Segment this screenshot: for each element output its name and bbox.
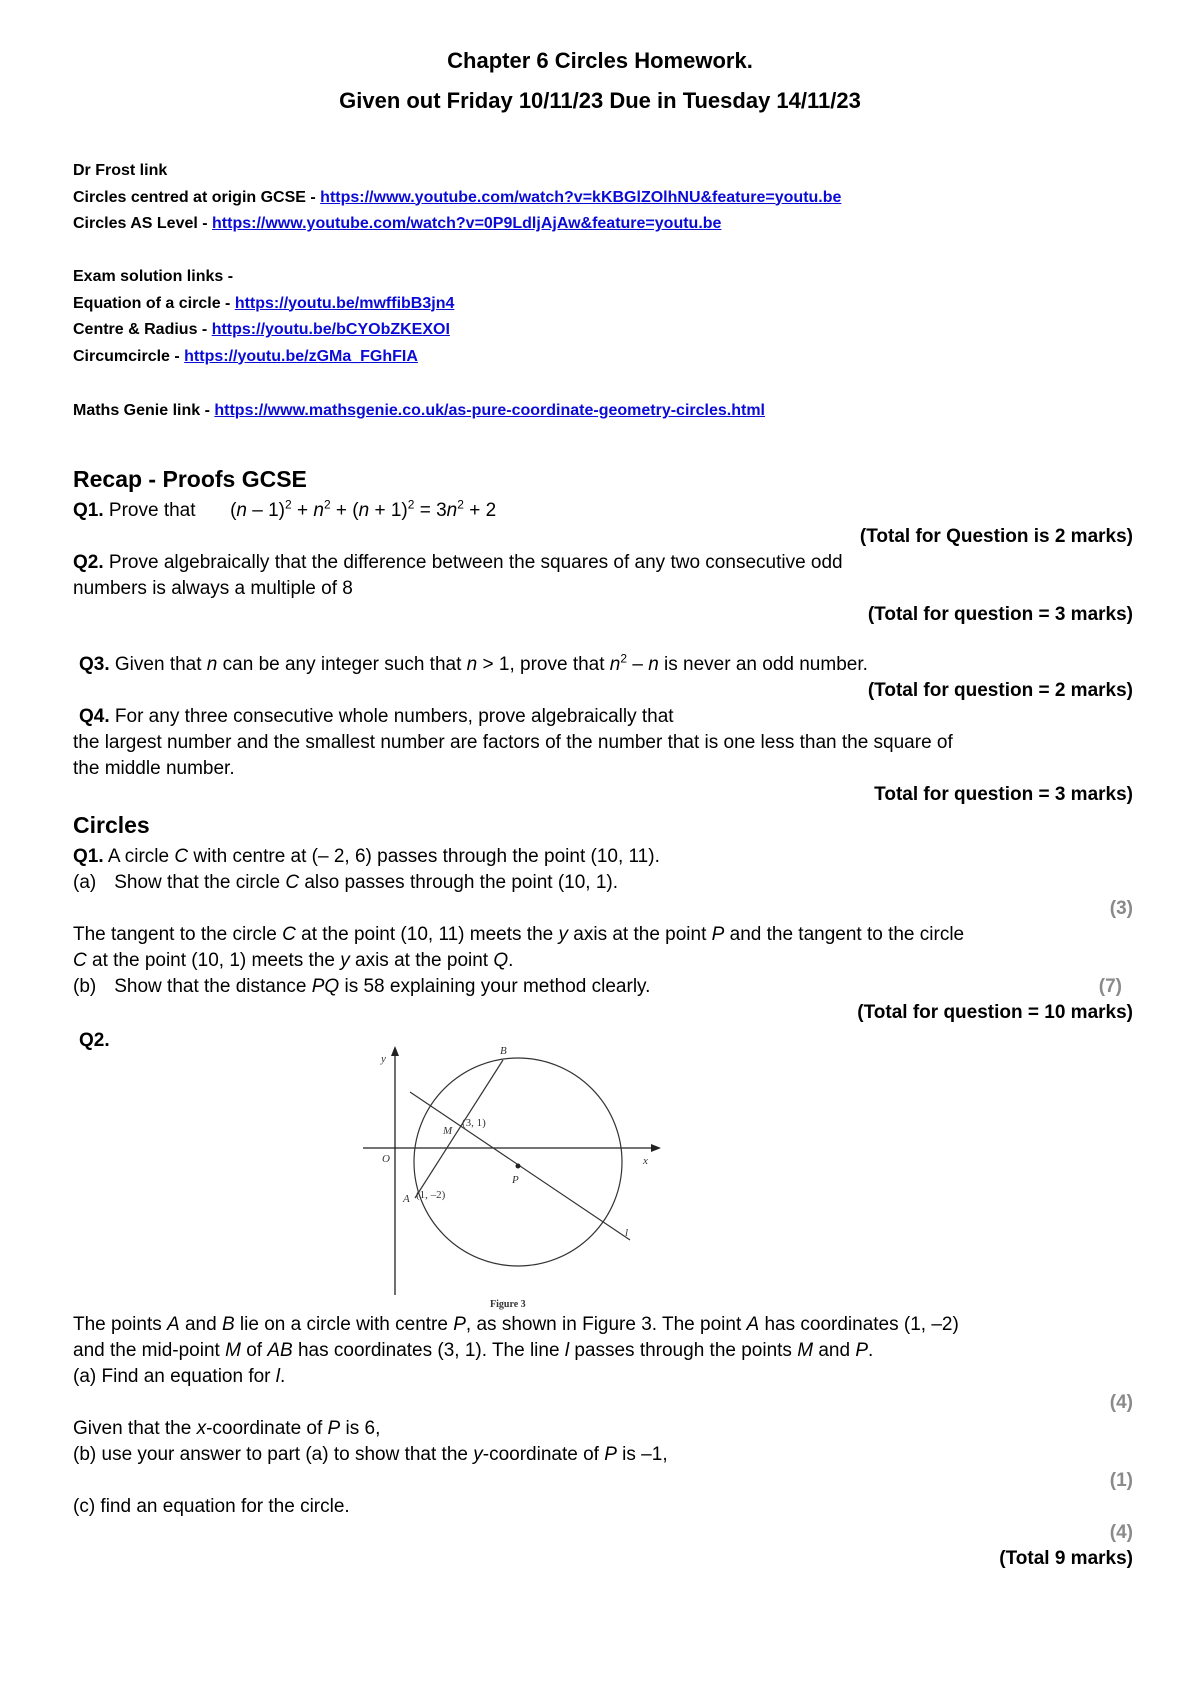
circles-q2-stem-line-1 xyxy=(73,1314,959,1336)
circles-heading: Circles xyxy=(73,812,150,838)
question-text: and the tangent to the circle xyxy=(724,924,965,945)
recap-q3 xyxy=(79,651,868,676)
exam-solution-links xyxy=(73,264,454,370)
circles-q1-intro xyxy=(73,846,660,868)
var-n: n xyxy=(206,654,218,675)
circles-q2-a-marks: (4) xyxy=(1109,1392,1133,1413)
recap-q1 xyxy=(73,497,497,522)
label-m: M xyxy=(443,1125,453,1137)
var-c: C xyxy=(285,872,300,893)
question-text: of xyxy=(240,1340,268,1361)
question-text: has coordinates (3, 1). The line xyxy=(292,1340,565,1361)
circles-q1-a-marks: (3) xyxy=(1109,898,1133,919)
question-text: axis at the point xyxy=(349,950,494,971)
x-axis-arrow xyxy=(651,1144,661,1152)
exponent: 2 xyxy=(285,497,292,512)
maths-genie-links xyxy=(73,398,765,425)
document-title: Chapter 6 Circles Homework. xyxy=(447,48,753,73)
exponent: 2 xyxy=(620,651,628,666)
recap-q2-line-2: numbers is always a multiple of 8 xyxy=(73,578,353,599)
question-text: can be any integer such that xyxy=(217,654,467,675)
var-n: n xyxy=(609,654,621,675)
part-label: (a) xyxy=(73,872,97,893)
question-text: . xyxy=(868,1340,874,1361)
dr-frost-gcse-link[interactable]: https://www.youtube.com/watch?v=kKBGlZOlhNU&feature=youtu.be xyxy=(320,188,842,206)
question-number: Q3. xyxy=(79,654,110,675)
var-pq: PQ xyxy=(311,976,340,997)
recap-q4-line-1 xyxy=(79,706,674,728)
circumcircle-link[interactable]: https://youtu.be/zGMa_FGhFIA xyxy=(184,347,418,365)
exponent: 2 xyxy=(457,497,464,512)
question-number: Q2. xyxy=(73,552,104,573)
figure-3-circle-diagram xyxy=(355,1040,675,1310)
recap-heading: Recap - Proofs GCSE xyxy=(73,466,307,492)
question-text: > 1, prove that xyxy=(477,654,610,675)
recap-q2-line-1 xyxy=(73,552,843,574)
question-text: The points xyxy=(73,1314,167,1335)
exam-solution-heading: Exam solution links - xyxy=(73,268,234,285)
question-text: For any three consecutive whole numbers, prove algebraically that xyxy=(109,706,674,727)
var-ab: AB xyxy=(267,1340,293,1361)
centre-point-p xyxy=(516,1164,521,1169)
y-axis-arrow xyxy=(391,1046,399,1056)
expr-var: n xyxy=(313,500,324,521)
exam-solution-line-2 xyxy=(73,317,454,344)
question-text: Prove algebraically that the difference between the squares of any two consecutive odd xyxy=(103,552,843,573)
label-p: P xyxy=(512,1174,519,1186)
question-text: at the point (10, 11) meets the xyxy=(295,924,559,945)
var-q: Q xyxy=(493,950,509,971)
recap-q4-line-3: the middle number. xyxy=(73,758,235,779)
question-text: is 58 explaining your method clearly. xyxy=(339,976,651,997)
var-x: x xyxy=(196,1418,207,1439)
question-text: (b) use your answer to part (a) to show that the xyxy=(73,1444,474,1465)
link-label: Centre & Radius - xyxy=(73,321,212,338)
dr-frost-links xyxy=(73,158,841,238)
expr-part: + ( xyxy=(330,500,359,521)
question-text: A circle xyxy=(103,846,175,867)
var-l: l xyxy=(564,1340,570,1361)
question-text: with centre at (– 2, 6) passes through the point (10, 11). xyxy=(188,846,660,867)
question-number: Q1. xyxy=(73,500,104,521)
question-text: is –1, xyxy=(616,1444,668,1465)
var-p: P xyxy=(604,1444,617,1465)
question-text: at the point (10, 1) meets the xyxy=(86,950,341,971)
question-text: . xyxy=(280,1366,286,1387)
var-b: B xyxy=(221,1314,235,1335)
question-text: and xyxy=(813,1340,856,1361)
part-label: (b) xyxy=(73,976,97,997)
question-text: Given that xyxy=(109,654,207,675)
var-c: C xyxy=(73,950,87,971)
var-y: y xyxy=(473,1444,483,1465)
circle xyxy=(414,1058,622,1266)
var-c: C xyxy=(174,846,189,867)
question-text: Given that the xyxy=(73,1418,197,1439)
link-label: Maths Genie link - xyxy=(73,402,215,419)
centre-radius-link[interactable]: https://youtu.be/bCYObZKEXOI xyxy=(211,321,450,338)
var-y: y xyxy=(558,924,568,945)
circles-q2-part-a xyxy=(73,1366,285,1388)
expr-part: + 2 xyxy=(463,500,497,521)
exponent: 2 xyxy=(407,497,415,512)
expr-var: n xyxy=(446,500,458,521)
expr-part: ( xyxy=(230,500,237,521)
dr-frost-as-link[interactable]: https://www.youtube.com/watch?v=0P9LdljAjAw&feature=youtu.be xyxy=(212,215,722,232)
dr-frost-heading: Dr Frost link xyxy=(73,162,168,179)
var-p: P xyxy=(453,1314,466,1335)
expr-part: = 3 xyxy=(414,500,447,521)
circles-q1-tangent-line-2 xyxy=(73,950,513,972)
exponent: 2 xyxy=(323,497,331,512)
circles-q2-given xyxy=(73,1418,380,1440)
var-p: P xyxy=(327,1418,341,1439)
question-text: and xyxy=(179,1314,222,1335)
document-subtitle: Given out Friday 10/11/23 Due in Tuesday 14/11/23 xyxy=(339,88,861,113)
circles-q2-marks: (Total 9 marks) xyxy=(999,1548,1133,1569)
var-a: A xyxy=(746,1314,760,1335)
circles-q2-part-c: (c) find an equation for the circle. xyxy=(73,1496,350,1517)
question-text: The tangent to the circle xyxy=(73,924,283,945)
exam-solution-line-1 xyxy=(73,291,454,318)
label-l: l xyxy=(625,1227,629,1239)
question-text: -coordinate of xyxy=(482,1444,605,1465)
recap-q4-marks: Total for question = 3 marks) xyxy=(874,784,1133,805)
question-text: . xyxy=(508,950,514,971)
recap-q3-marks: (Total for question = 2 marks) xyxy=(867,680,1133,701)
circles-q2-c-marks: (4) xyxy=(1109,1522,1133,1543)
var-m: M xyxy=(225,1340,241,1361)
var-p: P xyxy=(711,924,725,945)
circles-q2-part-b xyxy=(73,1444,668,1466)
recap-q1-marks: (Total for Question is 2 marks) xyxy=(859,526,1133,547)
circles-q1-b-marks: (7) xyxy=(1098,976,1122,997)
recap-q2-marks: (Total for question = 3 marks) xyxy=(867,604,1133,625)
label-m-coord: (3, 1) xyxy=(462,1117,486,1129)
label-a: A xyxy=(403,1193,410,1205)
question-text: is never an odd number. xyxy=(658,654,868,675)
expr-var: n xyxy=(358,500,370,521)
recap-q4-line-2: the largest number and the smallest number are factors of the number that is one less than the square of xyxy=(73,732,953,753)
dr-frost-line-2 xyxy=(73,211,841,238)
question-text: (a) Find an equation for xyxy=(73,1366,276,1387)
var-y: y xyxy=(340,950,350,971)
label-b: B xyxy=(500,1045,507,1057)
maths-genie-link[interactable]: https://www.mathsgenie.co.uk/as-pure-coordinate-geometry-circles.html xyxy=(214,402,765,419)
equation-of-circle-link[interactable]: https://youtu.be/mwffibB3jn4 xyxy=(234,294,455,312)
link-label: Circles centred at origin GCSE - xyxy=(73,188,321,206)
question-text: – xyxy=(627,654,649,675)
question-number: Q1. xyxy=(73,846,104,867)
circles-q1-tangent-line-1 xyxy=(73,924,964,946)
link-label: Equation of a circle - xyxy=(73,294,235,312)
question-text: and the mid-point xyxy=(73,1340,226,1361)
circles-q2-stem-line-2 xyxy=(73,1340,873,1362)
link-label: Circles AS Level - xyxy=(73,215,213,232)
question-text: Show that the distance xyxy=(114,976,312,997)
question-text: axis at the point xyxy=(568,924,712,945)
question-text: Show that the circle xyxy=(114,872,286,893)
expr-part: + 1) xyxy=(369,500,408,521)
maths-genie-line xyxy=(73,398,765,425)
var-p: P xyxy=(855,1340,868,1361)
circles-q2-number: Q2. xyxy=(79,1030,110,1051)
question-text: also passes through the point (10, 1). xyxy=(299,872,619,893)
circles-q2-b-marks: (1) xyxy=(1109,1470,1133,1491)
expr-var: n xyxy=(236,500,247,521)
chord-ab xyxy=(415,1060,503,1198)
question-text: passes through the points xyxy=(569,1340,798,1361)
label-y: y xyxy=(381,1053,386,1065)
q1-expression: $(n - 1)^2 + n^2 + (n + 1)^2 = 3n^2 + 2$ xyxy=(230,497,497,521)
question-text: Prove that xyxy=(103,500,196,521)
var-c: C xyxy=(282,924,296,945)
label-x: x xyxy=(643,1155,648,1167)
question-text: lie on a circle with centre xyxy=(234,1314,454,1335)
circles-q1-part-b xyxy=(73,976,650,998)
label-origin: O xyxy=(382,1153,390,1165)
var-l: l xyxy=(275,1366,281,1387)
expr-part: – 1) xyxy=(246,500,286,521)
circles-q1-marks: (Total for question = 10 marks) xyxy=(857,1002,1133,1023)
question-text: has coordinates (1, –2) xyxy=(759,1314,959,1335)
question-number: Q4. xyxy=(79,706,110,727)
question-text: , as shown in Figure 3. The point xyxy=(465,1314,747,1335)
link-label: Circumcircle - xyxy=(73,347,185,365)
question-text: is 6, xyxy=(340,1418,381,1439)
dr-frost-line-1 xyxy=(73,185,841,212)
exam-solution-line-3 xyxy=(73,344,454,371)
var-m: M xyxy=(797,1340,814,1361)
figure-caption: Figure 3 xyxy=(490,1299,526,1310)
var-a: A xyxy=(167,1314,180,1335)
circles-q1-part-a xyxy=(73,872,618,894)
var-n: n xyxy=(648,654,659,675)
var-n: n xyxy=(466,654,478,675)
question-text: -coordinate of xyxy=(206,1418,328,1439)
label-a-coord: (1, –2) xyxy=(416,1189,446,1201)
